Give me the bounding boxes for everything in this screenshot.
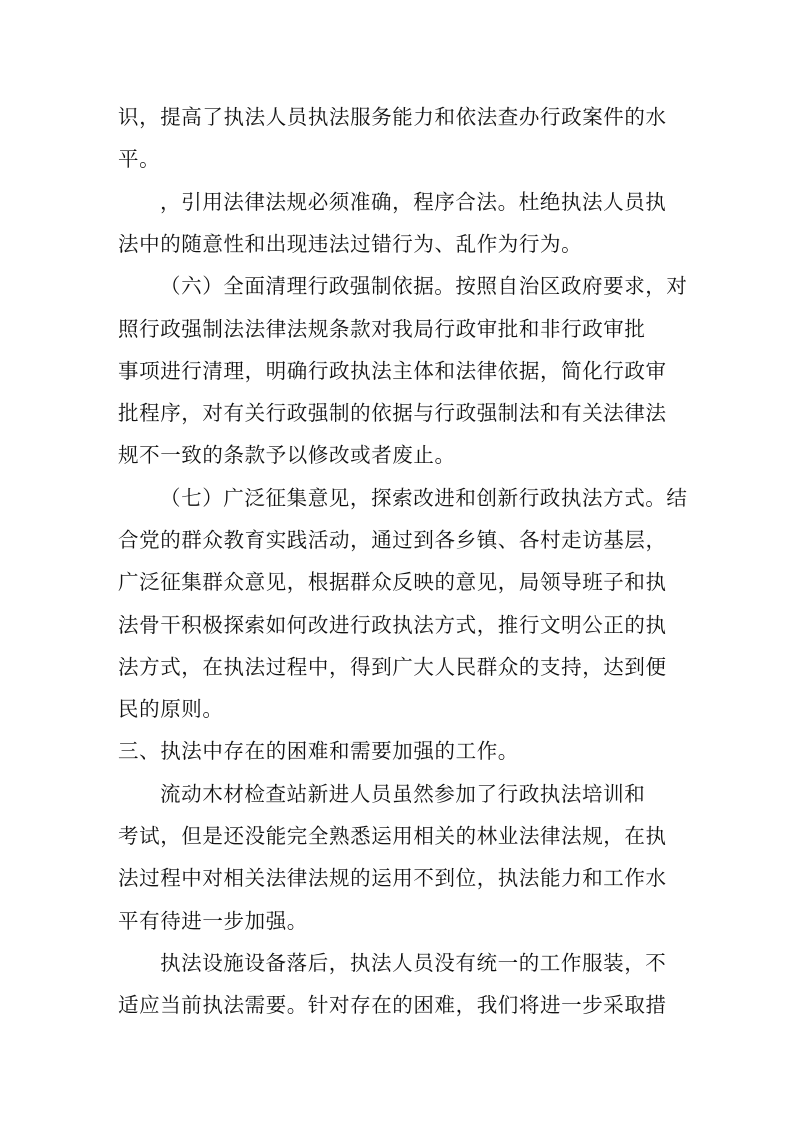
text-line: （六）全面清理行政强制依据。按照自治区政府要求，对	[160, 274, 688, 298]
text-line: 法方式，在执法过程中，得到广大人民群众的支持，达到便	[118, 655, 667, 679]
text-line: 识，提高了执法人员执法服务能力和依法查办行政案件的水	[118, 105, 667, 129]
text-line: 平有待进一步加强。	[118, 909, 308, 933]
section-heading: 三、执法中存在的困难和需要加强的工作。	[118, 739, 519, 763]
text-line: 法过程中对相关法律法规的运用不到位，执法能力和工作水	[118, 866, 667, 890]
text-line: 规不一致的条款予以修改或者废止。	[118, 443, 456, 467]
text-line: 适应当前执法需要。针对存在的困难，我们将进一步采取措	[118, 993, 667, 1017]
text-line: 民的原则。	[118, 697, 224, 721]
text-line: 广泛征集群众意见，根据群众反映的意见，局领导班子和执	[118, 570, 667, 594]
text-line: 平。	[118, 147, 161, 171]
text-line: （七）广泛征集意见，探索改进和创新行政执法方式。结	[160, 486, 688, 510]
text-line: 批程序，对有关行政强制的依据与行政强制法和有关法律法	[118, 401, 667, 425]
text-line: 流动木材检查站新进人员虽然参加了行政执法培训和	[160, 782, 646, 806]
text-line: 执法设施设备落后，执法人员没有统一的工作服装，不	[160, 951, 667, 975]
text-line: ，引用法律法规必须准确，程序合法。杜绝执法人员执	[160, 190, 667, 214]
text-line: 合党的群众教育实践活动，通过到各乡镇、各村走访基层，	[118, 528, 667, 552]
text-line: 考试，但是还没能完全熟悉运用相关的林业法律法规，在执	[118, 824, 667, 848]
text-line: 法骨干积极探索如何改进行政执法方式，推行文明公正的执	[118, 613, 667, 637]
text-line: 事项进行清理，明确行政执法主体和法律依据，简化行政审	[118, 359, 667, 383]
text-line: 照行政强制法法律法规条款对我局行政审批和非行政审批	[118, 317, 646, 341]
text-line: 法中的随意性和出现违法过错行为、乱作为行为。	[118, 232, 583, 256]
